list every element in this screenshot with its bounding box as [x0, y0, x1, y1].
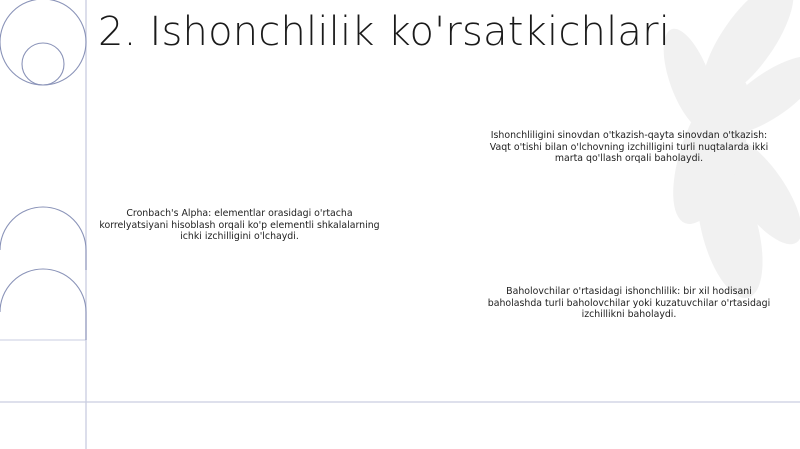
- text-block-cronbach-alpha: Cronbach's Alpha: elementlar orasidagi o'rtacha korrelyatsiyani hisoblash orqali ko'p elementli shkalalarning ichki izchilligini o'lchaydi.: [99, 208, 380, 242]
- outline-circle-small: [22, 43, 64, 85]
- text-block-test-retest: Ishonchliligini sinovdan o'tkazish-qayta sinovdan o'tkazish: Vaqt o'tishi bilan o'lchovning izchilligini turli nuqtalarda ikki marta qo'llash orqali baholaydi.: [489, 130, 769, 164]
- slide-title: 2. Ishonchlilik ko'rsatkichlari: [98, 9, 671, 55]
- outline-arch-lower: [0, 269, 86, 340]
- outline-arch-upper: [0, 207, 86, 270]
- text-block-inter-rater: Baholovchilar o'rtasidagi ishonchlilik: bir xil hodisani baholashda turli baholovchilar yoki kuzatuvchilar o'rtasidagi izchillikni baholaydi.: [487, 286, 771, 320]
